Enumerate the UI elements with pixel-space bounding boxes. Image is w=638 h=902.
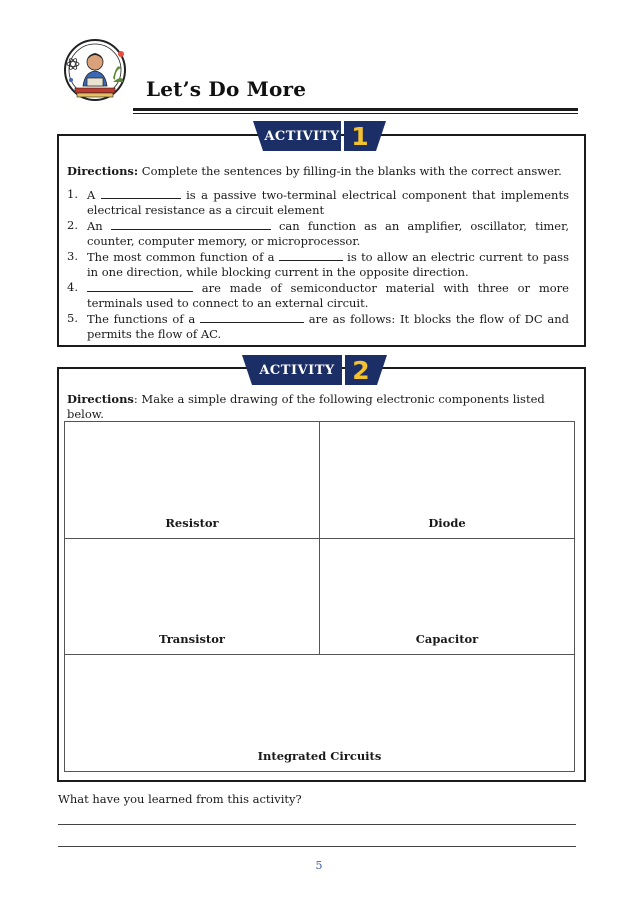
directions-label: Directions: — [67, 164, 139, 178]
teacher-logo-icon — [57, 38, 137, 104]
question-item-2: 2. An can function as an amplifier, oscillator, timer, counter, computer memory, or microprocessor. — [67, 218, 569, 248]
answer-blank[interactable] — [101, 187, 181, 199]
drawing-cell-transistor[interactable] — [65, 539, 320, 655]
header-rule — [133, 108, 578, 111]
drawing-grid — [64, 421, 575, 772]
answer-line[interactable] — [58, 824, 576, 825]
question-item-3: 3. The most common function of a is to allow an electric current to pass in one direction, while blocking current in the opposite direction. — [67, 249, 569, 279]
drawing-cell-resistor[interactable] — [65, 422, 320, 539]
drawing-cell-diode[interactable] — [320, 422, 574, 539]
question-item-1: 1. A is a passive two-terminal electrical component that implements electrical resistance as a circuit element — [67, 187, 569, 217]
activity-1-questions — [67, 187, 569, 342]
activity-1-badge-word: ACTIVITY — [263, 121, 341, 151]
directions-label: Directions — [67, 392, 134, 406]
question-item-4: 4. are made of semiconductor material with three or more terminals used to connect to an external circuit. — [67, 280, 569, 310]
activity-1-badge-number: 1 — [344, 121, 376, 151]
page-title: Let’s Do More — [146, 77, 307, 101]
reflection-question: What have you learned from this activity? — [58, 792, 302, 806]
directions-text: : Make a simple drawing of the following electronic components listed below. — [67, 392, 545, 421]
directions-text: Complete the sentences by filling-in the blanks with the correct answer. — [138, 164, 562, 178]
activity-1-badge — [263, 121, 376, 151]
question-item-5: 5. The functions of a are as follows: It blocks the flow of DC and permits the flow of AC. — [67, 311, 569, 341]
cell-label: Diode — [428, 516, 466, 530]
page-number: 5 — [315, 859, 323, 872]
drawing-cell-integrated-circuits[interactable] — [65, 655, 574, 771]
answer-blank[interactable] — [200, 311, 304, 323]
cell-label: Resistor — [165, 516, 219, 530]
cell-label: Capacitor — [415, 632, 479, 646]
answer-blank[interactable] — [87, 280, 193, 292]
activity-2-directions — [67, 392, 577, 422]
activity-2-badge-word: ACTIVITY — [252, 355, 342, 385]
header-rule-thin — [133, 113, 578, 114]
cell-label: Integrated Circuits — [257, 749, 382, 763]
answer-line[interactable] — [58, 846, 576, 847]
answer-blank[interactable] — [279, 249, 343, 261]
drawing-cell-capacitor[interactable] — [320, 539, 574, 655]
activity-2-badge — [252, 355, 377, 385]
activity-1-directions — [67, 164, 572, 179]
activity-2-badge-number: 2 — [345, 355, 377, 385]
cell-label: Transistor — [159, 632, 225, 646]
answer-blank[interactable] — [111, 218, 271, 230]
